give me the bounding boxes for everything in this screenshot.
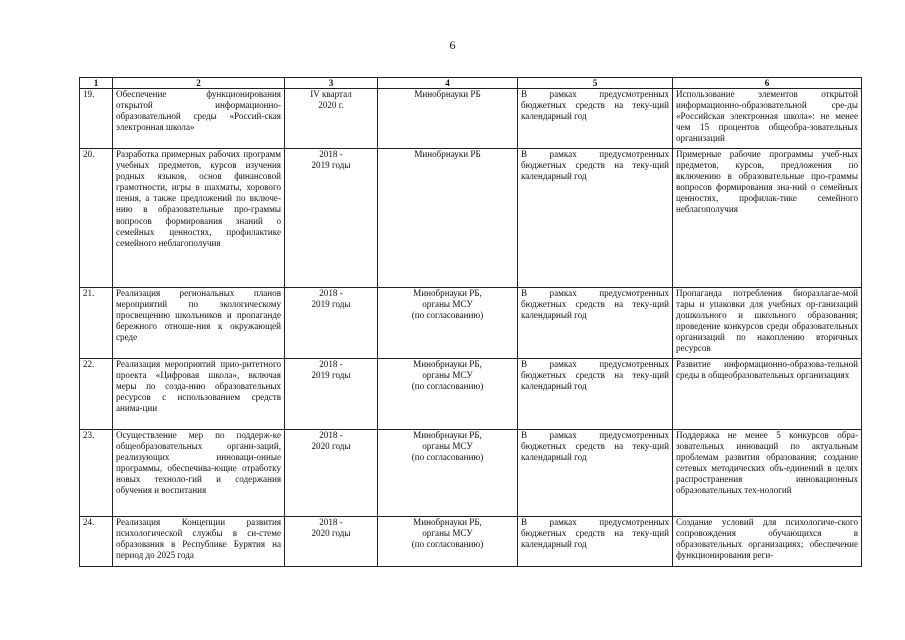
executor-cell: Минобрнауки РБ	[414, 149, 481, 159]
column-header: 3	[285, 78, 378, 89]
period-cell: 2018 - 2019 годы	[311, 149, 351, 171]
result-cell: Развитие информационно-образова-тельной среды в общеобразовательных организациях	[676, 359, 858, 381]
executor-cell: Минобрнауки РБ, органы МСУ (по согласованию)	[411, 359, 484, 392]
executor-cell: Минобрнауки РБ, органы МСУ (по согласованию)	[411, 288, 484, 321]
table-row	[80, 89, 862, 149]
result-cell: Использование элементов открытой информационно-образовательной сре-ды «Российская электронная школа»: не менее чем 15 процентов общеобра-зовательных организаций	[676, 89, 858, 144]
executor-cell: Минобрнауки РБ, органы МСУ (по согласованию)	[411, 430, 484, 463]
executor-cell: Минобрнауки РБ	[414, 89, 481, 99]
period-cell: 2018 - 2020 годы	[311, 430, 351, 452]
row-number: 23.	[80, 430, 113, 517]
funding-cell: В рамках предусмотренных бюджетных средств на теку-щий календарный год	[521, 359, 669, 392]
column-header: 1	[80, 78, 113, 89]
funding-cell: В рамках предусмотренных бюджетных средств на теку-щий календарный год	[521, 89, 669, 122]
funding-cell: В рамках предусмотренных бюджетных средств на теку-щий календарный год	[521, 149, 669, 182]
row-number: 20.	[80, 149, 113, 288]
period-cell: IV квартал 2020 г.	[310, 89, 352, 111]
table-row	[80, 288, 862, 359]
event-cell: Реализация мероприятий прио-ритетного проекта «Цифровая школа», включая меры по созда-нию образовательных ресурсов с использованием средств анима-ции	[116, 359, 281, 414]
funding-cell: В рамках предусмотренных бюджетных средств на теку-щий календарный год	[521, 430, 669, 463]
row-number: 19.	[80, 89, 113, 149]
result-cell: Пропаганда потребления биоразлагае-мой тары и упаковки для учебных ор-ганизаций дошкольного и школьного образования; проведение конкурсов среди образовательных организаций по накоплению вторичных ресурсов	[676, 288, 858, 354]
period-cell: 2018 - 2019 годы	[311, 359, 351, 381]
table-header-row	[80, 78, 862, 89]
table-row	[80, 517, 862, 567]
column-header: 4	[378, 78, 518, 89]
funding-cell: В рамках предусмотренных бюджетных средств на теку-щий календарный год	[521, 288, 669, 321]
funding-cell: В рамках предусмотренных бюджетных средств на теку-щий календарный год	[521, 517, 669, 550]
event-cell: Реализация региональных планов мероприятий по экологическому просвещению школьников и пропаганде бережного отноше-ния к окружающей среде	[116, 288, 281, 343]
row-number: 24.	[80, 517, 113, 567]
result-cell: Создание условий для психологиче-ского сопровождения обучающихся в образовательных организациях; обеспечение функционирования реги-	[676, 517, 858, 561]
event-cell: Разработка примерных рабочих программ учебных предметов, курсов изучения родных языков, основ финансовой грамотности, игры в шахматы, хорового пения, а также предложений по включе-нию в образовательные про-граммы вопросов формирования знаний о семейных ценностях, профилактике семейного неблагополучия	[116, 149, 281, 248]
table-row	[80, 149, 862, 288]
event-cell: Осуществление мер по поддерж-ке общеобразовательных органи-заций, реализующих инноваци-онные программы, обеспечива-ющие отработку новых техноло-гий и содержания обучения и воспитания	[116, 430, 281, 496]
column-header: 2	[113, 78, 285, 89]
event-cell: Обеспечение функционирования открытой информационно-образовательной среды «Россий-ская электронная школа»	[116, 89, 281, 133]
column-header: 6	[673, 78, 862, 89]
page-number: 6	[449, 38, 456, 52]
event-cell: Реализация Концепции развития психологической службы в си-стеме образования в Республике Бурятия на период до 2025 года	[116, 517, 281, 561]
result-cell: Примерные рабочие программы учеб-ных предметов, курсов, предложения по включению в образовательные про-граммы вопросов формирования зна-ний о семейных ценностях, профилак-тике семейного неблагополучия	[676, 149, 858, 215]
result-cell: Поддержка не менее 5 конкурсов обра-зовательных инноваций по актуальным проблемам развития образования; создание сетевых методических объ-единений в целях распространения инновационных образовательных тех-нологий	[676, 430, 858, 496]
executor-cell: Минобрнауки РБ, органы МСУ (по согласованию)	[411, 517, 484, 550]
row-number: 21.	[80, 288, 113, 359]
table-row	[80, 359, 862, 430]
period-cell: 2018 - 2020 годы	[311, 517, 351, 539]
column-header: 5	[518, 78, 673, 89]
row-number: 22.	[80, 359, 113, 430]
action-plan-table	[79, 77, 862, 567]
period-cell: 2018 - 2019 годы	[311, 288, 351, 310]
table-row	[80, 430, 862, 517]
